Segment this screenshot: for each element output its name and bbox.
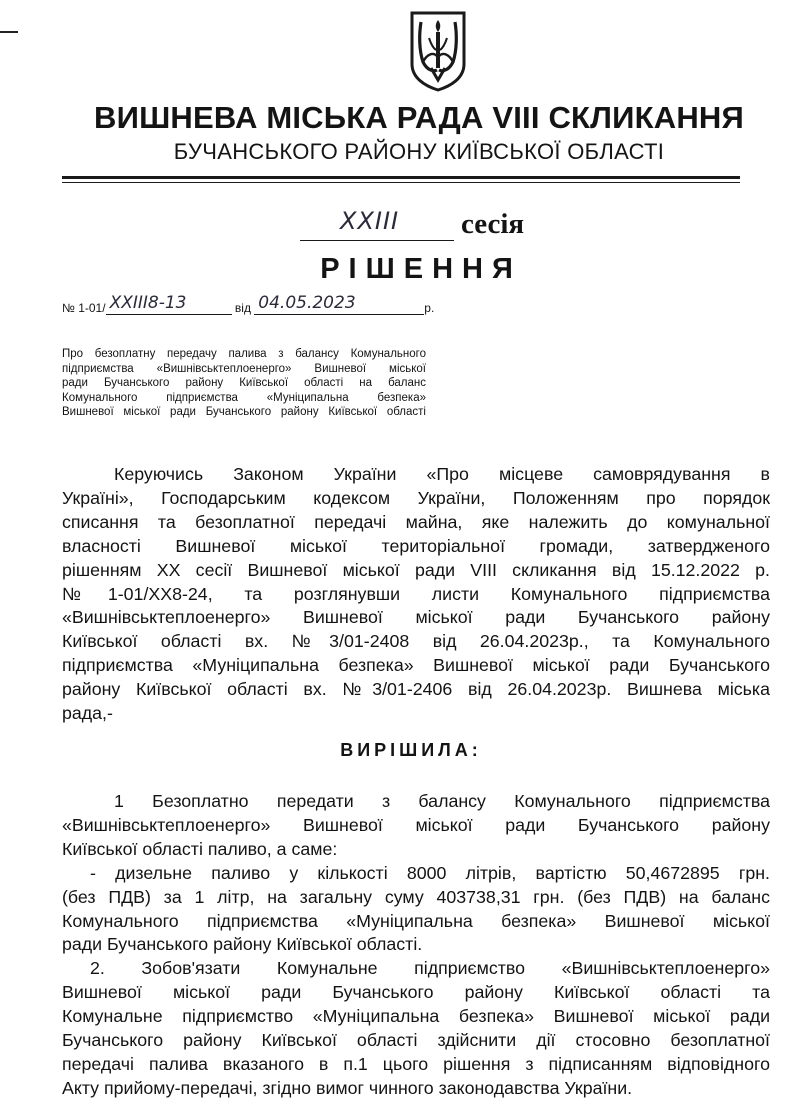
decision-date-suffix: р. [424,301,435,315]
preamble-line: Україні», Господарським кодексом України, Положенням про порядок [62,487,770,508]
trident-coat-of-arms-icon [409,10,467,92]
resolution-line: - дизельне паливо у кількості 8000 літрів, вартістю 50,4672895 грн. [90,862,770,883]
header-divider [62,176,740,179]
resolution-line: (без ПДВ) за 1 літр, на загальну суму 403738,31 грн. (без ПДВ) на баланс [62,886,770,907]
resolution-paragraph [62,790,770,1101]
decision-date-tail [412,296,424,315]
decision-date-prefix: від [234,301,251,315]
decision-date-handwritten: 04.05.2023 [258,293,356,313]
council-name: ВИШНЕВА МІСЬКА РАДА VIII СКЛИКАННЯ [94,100,744,135]
resolution-line: передачі палива вказаного в п.1 цього рішення з підписанням відповідного [62,1053,770,1074]
subject-line: Комунального підприємства «Муніципальна безпека» [62,391,426,404]
subject-line: підприємства «Вишнівськтеплоенерго» Вишневої міської [62,362,426,375]
resolution-line: Акту прийому-передачі, згідно вимог чинного законодавства України. [62,1077,633,1098]
subject-line: ради Бучанського району Київської області на баланс [62,377,426,390]
resolution-line: Вишневої міської ради Бучанського району Київської області та [62,982,770,1003]
preamble-line: №1-01/XX8-24, та розглянувши листи Комунального підприємства [62,583,770,604]
decision-number-field [106,293,232,315]
session-label: сесія [461,208,525,240]
resolved-heading: ВИРІШИЛА: [340,740,482,760]
decision-date-field [254,293,412,315]
preamble-line: підприємства «Муніципальна безпека» Вишневої міської ради Бучанського [62,655,770,676]
subject-line: Про безоплатну передачу палива з балансу Комунального [62,348,426,360]
preamble-line: списання та безоплатної передачі майна, яке належить до комунальної [62,511,770,532]
resolution-line: Бучанського району Київської області здійснити дії стосовно безоплатної [62,1030,770,1051]
resolution-line: «Вишнівськтеплоенерго» Вишневої міської ради Бучанського району [62,814,770,835]
decision-subject [62,347,426,420]
subject-line: Вишневої міської ради Бучанського району Київської області [62,406,426,419]
preamble-line: власності Вишневої міської територіальної громади, затвердженого [62,535,770,556]
resolution-line: Комунального підприємства «Муніципальна безпека» Вишневої міської [62,910,770,931]
preamble-line: «Вишнівськтеплоенерго» Вишневої міської ради Бучанського району [62,607,770,628]
decision-title: РІШЕННЯ [320,253,522,285]
resolution-line: ради Бучанського району Київської області. [62,934,423,955]
session-number-handwritten: XXIII [340,207,400,235]
resolution-line: Комунальне підприємство «Муніципальна безпека» Вишневої міської ради [62,1006,770,1027]
region-name: БУЧАНСЬКОГО РАЙОНУ КИЇВСЬКОЇ ОБЛАСТІ [173,139,665,164]
preamble-line: району Київської області вх. №3/01-2406 від 26.04.2023р. Вишнева міська [62,679,770,700]
decision-number-line [62,293,435,315]
decision-number-prefix: № 1-01/ [62,301,106,315]
preamble-paragraph [62,463,770,726]
preamble-line: рада,- [62,703,113,724]
scan-corner-mark [0,31,18,33]
preamble-line: Керуючись Законом України «Про місцеве самоврядування в [114,464,770,484]
resolution-line: Київської області паливо, а саме: [62,838,338,859]
resolution-line: 1 Безоплатно передати з балансу Комунального підприємства [114,791,770,811]
header-divider-thin [62,182,740,183]
decision-number-handwritten: XXIII8-13 [109,293,187,313]
preamble-line: рішенням XX сесії Вишневої міської ради VIII скликання від 15.12.2022 р. [62,559,770,580]
resolution-line: 2. Зобов'язати Комунальне підприємство «Вишнівськтеплоенерго» [90,958,770,979]
preamble-line: Київської області вх. №3/01-2408 від 26.04.2023р., та Комунального [62,631,770,652]
